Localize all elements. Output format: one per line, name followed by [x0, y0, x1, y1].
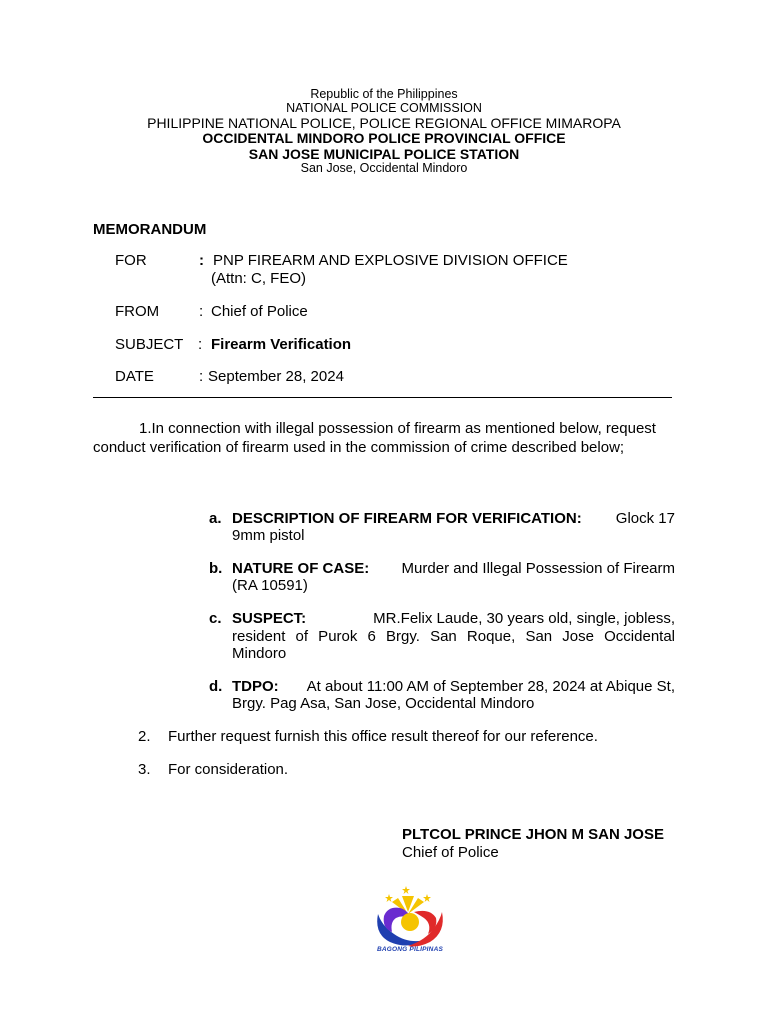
item-b-text2: (RA 10591) — [232, 577, 308, 594]
header-napolcom: NATIONAL POLICE COMMISSION — [286, 101, 482, 115]
para1-line1: 1.In connection with illegal possession of firearm as mentioned below, request — [139, 420, 656, 437]
item-c-text2: resident of Purok 6 Brgy. San Roque, San Jose Occidental — [232, 628, 675, 645]
from-label: FROM — [115, 303, 160, 320]
memo-title: MEMORANDUM — [93, 221, 207, 238]
for-label: FOR — [115, 252, 147, 269]
item-b-label: NATURE OF CASE: — [232, 560, 370, 577]
item-d-text2: Brgy. Pag Asa, San Jose, Occidental Mindoro — [232, 695, 535, 712]
from-colon: : — [199, 303, 204, 320]
item-d-text1: At about 11:00 AM of September 28, 2024 at Abique St, — [306, 678, 675, 695]
sun-icon — [401, 913, 419, 931]
item-a-text2: 9mm pistol — [232, 527, 305, 544]
item-a-text1: Glock 17 — [615, 510, 675, 527]
star-icon — [423, 894, 431, 902]
item-3-text: For consideration. — [168, 761, 289, 778]
logo-text: BAGONG PILIPINAS — [376, 946, 444, 953]
signatory-title: Chief of Police — [402, 844, 499, 861]
subject-value: Firearm Verification — [211, 336, 352, 353]
bagong-pilipinas-logo — [368, 884, 452, 956]
header-republic: Republic of the Philippines — [310, 87, 458, 101]
from-value: Chief of Police — [211, 303, 308, 320]
item-d-letter: d. — [209, 678, 223, 695]
header-location: San Jose, Occidental Mindoro — [300, 161, 468, 175]
item-2-text: Further request furnish this office result thereof for our reference. — [168, 728, 598, 745]
item-b-line1 — [232, 560, 675, 577]
item-c-letter: c. — [209, 610, 222, 627]
item-a-letter: a. — [209, 510, 222, 527]
subject-label: SUBJECT — [115, 336, 184, 353]
date-label: DATE — [115, 368, 154, 385]
signatory-name: PLTCOL PRINCE JHON M SAN JOSE — [402, 826, 664, 843]
item-d-label: TDPO: — [232, 678, 279, 695]
header-pnp-region: PHILIPPINE NATIONAL POLICE, POLICE REGIONAL OFFICE MIMAROPA — [147, 115, 621, 131]
item-c-line1 — [232, 610, 675, 627]
star-icon — [385, 894, 393, 902]
item-d-line1 — [232, 678, 675, 695]
para1-line2: conduct verification of firearm used in the commission of crime described below; — [93, 439, 625, 456]
item-c-text1: MR.Felix Laude, 30 years old, single, jobless, — [373, 610, 675, 627]
for-attn: (Attn: C, FEO) — [211, 270, 307, 287]
star-icon — [402, 886, 410, 894]
item-b-letter: b. — [209, 560, 223, 577]
item-a-line1 — [232, 510, 675, 527]
header-divider — [93, 397, 672, 398]
header-station: SAN JOSE MUNICIPAL POLICE STATION — [248, 146, 520, 162]
date-value: September 28, 2024 — [208, 368, 344, 385]
item-c-text3: Mindoro — [232, 645, 287, 662]
header-provincial-office: OCCIDENTAL MINDORO POLICE PROVINCIAL OFFICE — [202, 130, 566, 146]
for-colon: : — [199, 252, 204, 269]
item-a-label: DESCRIPTION OF FIREARM FOR VERIFICATION: — [232, 510, 582, 527]
date-colon: : — [199, 368, 204, 385]
item-b-text1: Murder and Illegal Possession of Firearm — [401, 560, 675, 577]
subject-colon: : — [198, 336, 203, 353]
for-value: PNP FIREARM AND EXPLOSIVE DIVISION OFFICE — [213, 252, 568, 269]
item-c-label: SUSPECT: — [232, 610, 307, 627]
item-2-number: 2. — [138, 728, 151, 745]
item-3-number: 3. — [138, 761, 151, 778]
